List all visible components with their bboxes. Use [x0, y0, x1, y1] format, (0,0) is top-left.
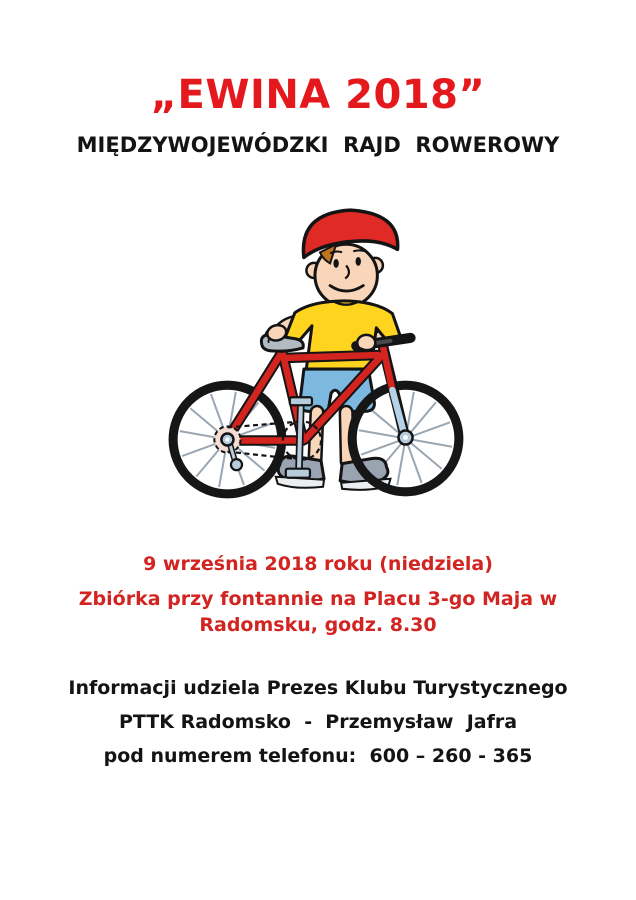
- pedal: [286, 469, 310, 478]
- boy-bicycle-illustration: [157, 197, 479, 519]
- eye: [333, 259, 338, 268]
- meeting-line-1: Zbiórka przy fontannie na Placu 3-go Maja w: [78, 588, 558, 610]
- contact-line-2: PTTK Radomsko - Przemysław Jafra: [118, 711, 518, 733]
- contact-line-1: Informacji udziela Prezes Klubu Turystycznego: [68, 677, 568, 699]
- poster-title: „EWINA 2018”: [150, 72, 486, 118]
- poster-subtitle: MIĘDZYWOJEWÓDZKI RAJD ROWEROWY: [76, 133, 560, 157]
- eye: [356, 257, 361, 266]
- meeting-line-2: Radomsku, godz. 8.30: [199, 614, 437, 636]
- pedal: [290, 397, 312, 405]
- contact-line-3: pod numerem telefonu: 600 – 260 - 365: [103, 745, 533, 767]
- event-meeting-text: [0, 586, 636, 638]
- event-date-text: 9 września 2018 roku (niedziela): [143, 553, 493, 575]
- top-tube: [284, 355, 379, 358]
- contact-info: [0, 677, 636, 779]
